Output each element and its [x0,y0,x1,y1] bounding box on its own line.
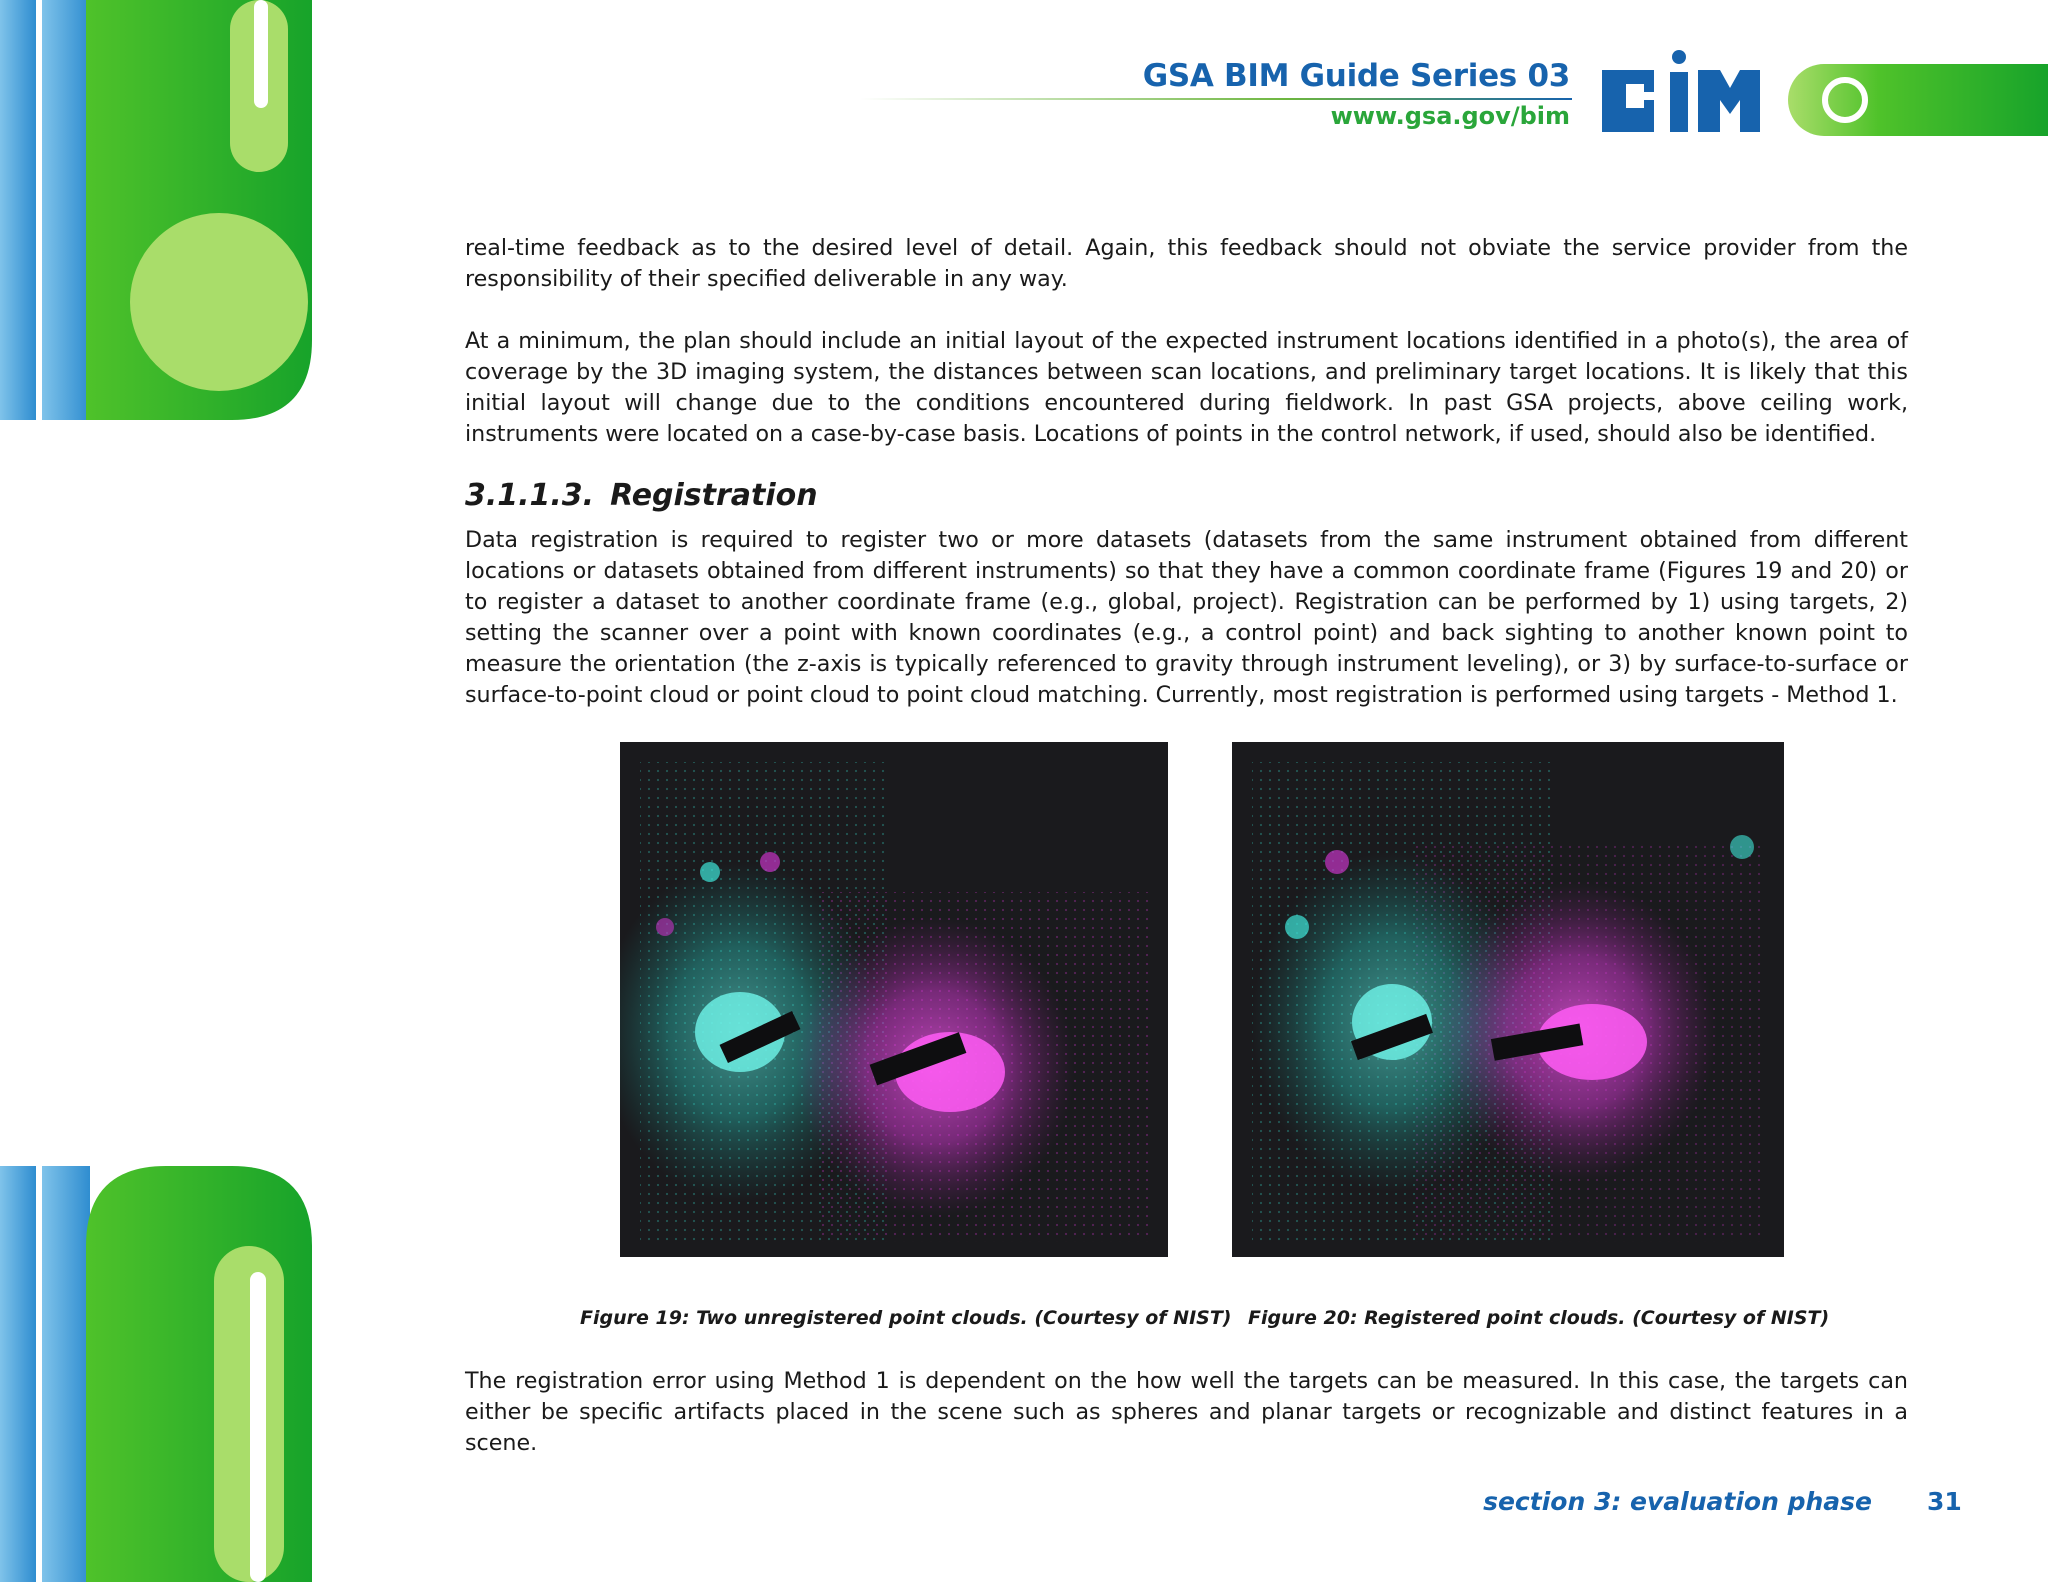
figure-19-image [620,742,1168,1257]
page-number: 31 [1927,1487,1962,1516]
header-title: GSA BIM Guide Series 03 [1142,58,1570,94]
top-left-decoration [0,0,320,420]
footer-section-label: section 3: evaluation phase [1483,1487,1872,1516]
paragraph-3: Data registration is required to register two or more datasets (datasets from the same instrument obtained from different locations or datasets obtained from different instruments) so that they have a common coordinate frame (Figures 19 and 20) or to register a dataset to another coordinate frame (e.g., global, project). Registration can be performed by 1) using targets, 2) setting the scanner over a point with known coordinates (e.g., a control point) and back sighting to another known point to measure the orientation (the z-axis is typically referenced to gravity through instrument leveling), or 3) by surface-to-surface or surface-to-point cloud or point cloud to point cloud matching. Currently, most registration is performed using targets - Method 1. [465,527,1908,708]
figure-19-caption-text: : Two unregistered point clouds. (Courtesy of NIST) [681,1307,1232,1329]
header-green-tab [1788,64,2048,136]
figure-20-caption [1248,1307,1829,1329]
paragraph-1: real-time feedback as to the desired level of detail. Again, this feedback should not obviate the service provider from the responsibility of their specified deliverable in any way. [465,235,1908,292]
section-heading-title: Registration [610,478,818,513]
header-url-link[interactable]: www.gsa.gov/bim [1330,102,1570,130]
figure-19-label: Figure 19 [580,1307,682,1329]
paragraph-4: The registration error using Method 1 is dependent on the how well the targets can be measured. In this case, the targets can either be specific artifacts placed in the scene such as spheres and planar targets or recognizable and distinct features in a scene. [465,1368,1908,1456]
figure-20-label: Figure 20 [1248,1307,1350,1329]
header-rule [860,98,1572,100]
paragraph-2: At a minimum, the plan should include an initial layout of the expected instrument locations identified in a photo(s), the area of coverage by the 3D imaging system, the distances between scan locations, and preliminary target locations. It is likely that this initial layout will change due to the conditions encountered during fieldwork. In past GSA projects, above ceiling work, instruments were located on a case-by-case basis. Locations of points in the control network, if used, should also be identified. [465,328,1908,447]
section-heading-number: 3.1.1.3. [465,478,595,513]
figure-20-image [1232,742,1784,1257]
figure-20-caption-text: : Registered point clouds. (Courtesy of NIST) [1349,1307,1830,1329]
bim-logo [1600,48,1762,138]
bottom-left-decoration [0,1166,320,1582]
section-heading [465,478,818,513]
figure-19-caption [580,1307,1231,1329]
